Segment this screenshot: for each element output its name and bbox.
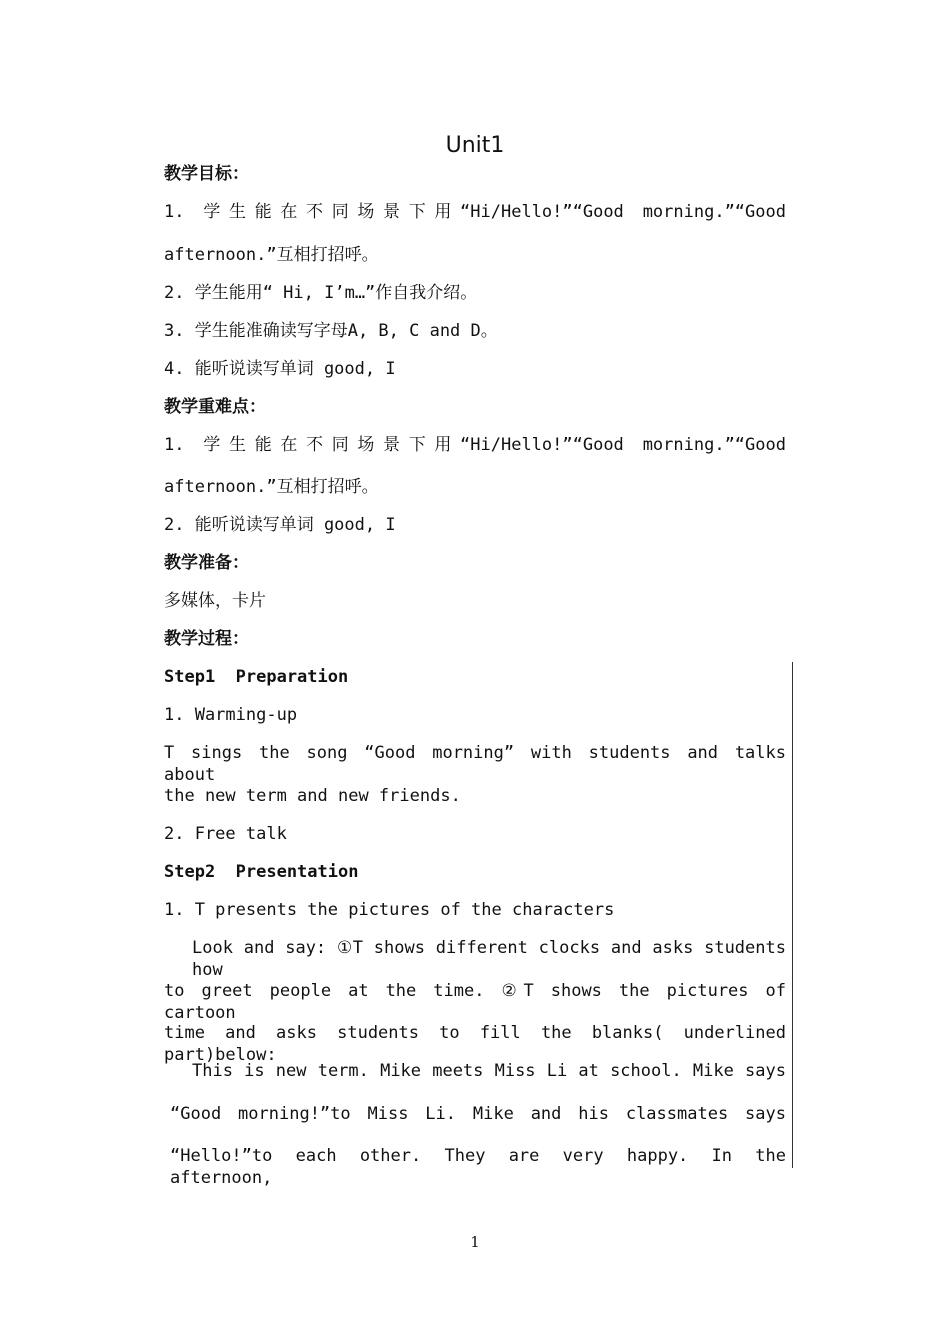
step1-title: Step1 Preparation [164, 667, 349, 687]
warmup-text-2: the new term and new friends. [164, 786, 461, 806]
key-point-item-1: 1. 学生能在不同场景下用“Hi/Hello!”“Good morning.”“Good [164, 435, 786, 455]
objective-item-2: 2. 学生能用“ Hi, I’m…”作自我介绍。 [164, 283, 478, 303]
page-title: Unit1 [445, 133, 505, 158]
key-points-heading: 教学重难点： [164, 397, 266, 417]
margin-rule [792, 662, 793, 1168]
free-talk: 2. Free talk [164, 824, 287, 844]
look-and-say-3: time and asks students to fill the blanks( underlined part)below: [164, 1023, 786, 1065]
process-heading: 教学过程： [164, 629, 249, 649]
objective-item-1-cont: afternoon.”互相打招呼。 [164, 245, 379, 265]
warmup-label: 1. Warming-up [164, 705, 298, 725]
objective-item-3: 3. 学生能准确读写字母A, B, C and D。 [164, 321, 498, 341]
look-and-say-2: to greet people at the time. ②T shows the pictures of cartoon [164, 981, 786, 1023]
step2-title: Step2 Presentation [164, 862, 359, 882]
step2-item-1: 1. T presents the pictures of the characters [164, 900, 615, 920]
story-line-3: “Hello!”to each other. They are very happy. In the afternoon, [170, 1146, 786, 1188]
key-point-item-1-cont: afternoon.”互相打招呼。 [164, 477, 379, 497]
objectives-heading: 教学目标： [164, 164, 249, 184]
warmup-text-1: T sings the song “Good morning” with students and talks about [164, 743, 786, 785]
look-and-say-1: Look and say: ①T shows different clocks and asks students how [192, 938, 786, 980]
key-point-item-2: 2. 能听说读写单词 good, I [164, 515, 396, 535]
page-number: 1 [470, 1233, 480, 1251]
objective-item-4: 4. 能听说读写单词 good, I [164, 359, 396, 379]
story-line-2: “Good morning!”to Miss Li. Mike and his classmates says [170, 1104, 786, 1124]
objective-item-1: 1. 学生能在不同场景下用“Hi/Hello!”“Good morning.”“Good [164, 202, 786, 222]
story-line-1: This is new term. Mike meets Miss Li at school. Mike says [192, 1061, 786, 1081]
preparation-text: 多媒体，卡片 [164, 591, 266, 611]
preparation-heading: 教学准备： [164, 553, 249, 573]
